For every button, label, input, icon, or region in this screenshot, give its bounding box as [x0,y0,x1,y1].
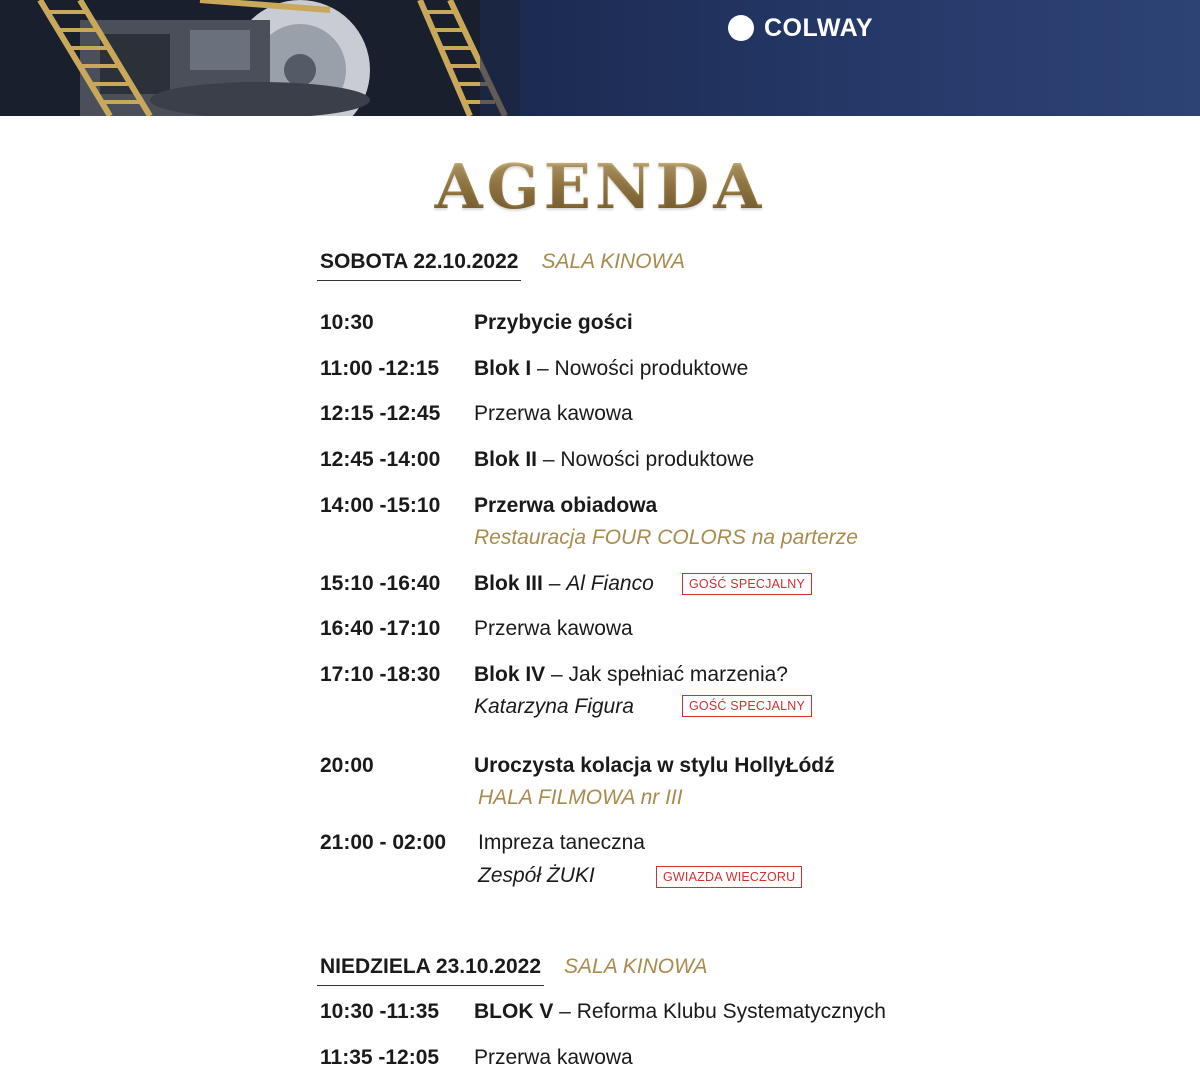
page-title: AGENDA [0,150,1200,223]
day-date: NIEDZIELA 23.10.2022 [317,955,544,986]
row-time: 14:00 -15:10 [320,494,441,517]
row-description: Przybycie gości [474,311,633,334]
row-description: Blok III – Al Fianco [474,572,654,595]
star-of-evening-badge: GWIAZDA WIECZORU [656,866,802,888]
row-description: Blok II – Nowości produktowe [474,448,755,471]
row-time: 15:10 -16:40 [320,572,441,595]
day-header-saturday [320,250,685,281]
row-performer: Zespół ŻUKI [478,864,595,887]
row-time: 16:40 -17:10 [320,617,441,640]
row-description: Przerwa obiadowa [474,494,658,517]
row-time: 12:45 -14:00 [320,448,441,471]
film-projector-illustration [0,0,520,116]
row-description: Uroczysta kolacja w stylu HollyŁódź [474,754,835,777]
special-guest-badge: GOŚĆ SPECJALNY [682,695,812,717]
row-description: Impreza taneczna [478,831,645,854]
row-time: 20:00 [320,754,374,777]
row-time: 10:30 -11:35 [320,1000,440,1023]
row-description: Przerwa kawowa [474,1046,633,1069]
row-time: 17:10 -18:30 [320,663,441,686]
day-venue: SALA KINOWA [541,250,685,273]
row-description: Blok I – Nowości produktowe [474,357,749,380]
row-time: 10:30 [320,311,374,334]
row-speaker: Katarzyna Figura [474,695,634,718]
day-date: SOBOTA 22.10.2022 [317,250,521,281]
header-banner [0,0,1200,116]
row-location: Restauracja FOUR COLORS na parterze [474,526,858,549]
row-description: Przerwa kawowa [474,617,633,640]
row-time: 12:15 -12:45 [320,402,441,425]
brand-logo [728,12,873,44]
special-guest-badge: GOŚĆ SPECJALNY [682,573,812,595]
row-location: HALA FILMOWA nr III [478,786,683,809]
row-description: BLOK V – Reforma Klubu Systematycznych [474,1000,886,1023]
row-time: 21:00 - 02:00 [320,831,447,854]
day-header-sunday [320,955,708,986]
brand-name: COLWAY [764,13,874,42]
row-description: Przerwa kawowa [474,402,633,425]
row-time: 11:00 -12:15 [320,357,440,380]
day-venue: SALA KINOWA [564,955,708,978]
row-description: Blok IV – Jak spełniać marzenia? [474,663,788,686]
brand-dot-icon [728,15,754,41]
row-time: 11:35 -12:05 [320,1046,440,1069]
